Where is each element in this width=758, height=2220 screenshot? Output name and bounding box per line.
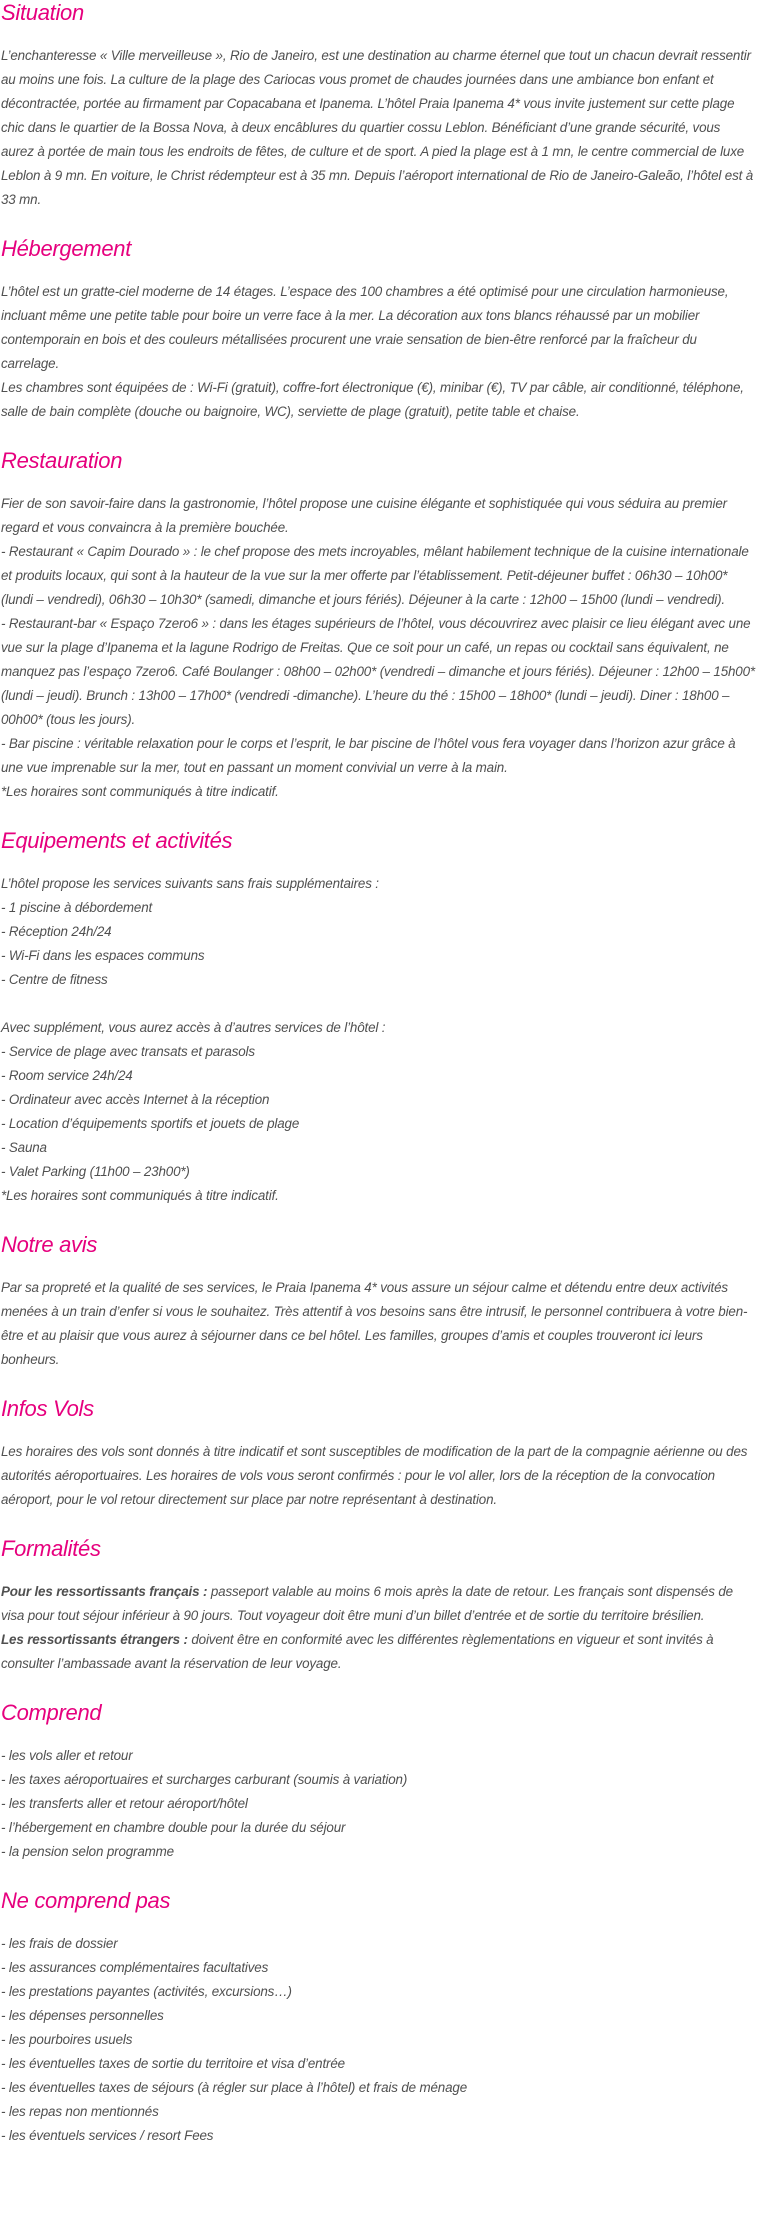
list-item: - 1 piscine à débordement (1, 900, 153, 915)
section-text: - Restaurant « Capim Dourado » : le chef propose des mets incroyables, mêlant habilement technique de la cuisine internationale et produits locaux, qui sont à la hauteur de la vue sur la mer offerte par l’établissement. Petit-déjeuner buffet : 06h30 – 10h00* (lundi – vendredi), 06h30 – 10h30* (samedi, dimanche et jours fériés). Déjeuner à la carte : 12h00 – 15h00 (lundi – vendredi). (1, 544, 749, 607)
section-title: Ne comprend pas (1, 1888, 171, 1913)
list-item: - les repas non mentionnés (1, 2104, 159, 2119)
list-item: - Sauna (1, 1140, 47, 1155)
section-note: *Les horaires sont communiqués à titre indicatif. (1, 1188, 279, 1203)
section-note: *Les horaires sont communiqués à titre indicatif. (1, 784, 279, 799)
list-item: - Room service 24h/24 (1, 1068, 133, 1083)
list-item: - Wi-Fi dans les espaces communs (1, 948, 205, 963)
list-item: - les vols aller et retour (1, 1748, 133, 1763)
free-services-list (1, 896, 756, 992)
not-included-list (1, 1932, 756, 2148)
section-text: Par sa propreté et la qualité de ses services, le Praia Ipanema 4* vous assure un séjour calme et détendu entre deux activités menées à un train d’enfer si vous le souhaitez. Très attentif à vos besoins sans être intrusif, le personnel contribuera à votre bien-être et au plaisir que vous aurez à séjourner dans ce bel hôtel. Les familles, groupes d’amis et couples trouveront ici leurs bonheurs. (1, 1280, 748, 1367)
list-item: - les assurances complémentaires facultatives (1, 1960, 269, 1975)
section-hebergement (1, 236, 756, 424)
section-situation (1, 0, 756, 212)
section-text: L’enchanteresse « Ville merveilleuse », Rio de Janeiro, est une destination au charme éternel que tout un chacun devrait ressentir au moins une fois. La culture de la plage des Cariocas vous promet de chaudes journées dans une ambiance bon enfant et décontractée, portée au firmament par Copacabana et Ipanema. L’hôtel Praia Ipanema 4* vous invite justement sur cette plage chic dans le quartier de la Bossa Nova, à deux encâblures du quartier cossu Leblon. Bénéficiant d’une grande sécurité, vous aurez à portée de main tous les endroits de fêtes, de culture et de sport. A pied la plage est à 1 mn, le centre commercial de luxe Leblon à 9 mn. En voiture, le Christ rédempteur est à 35 mn. Depuis l’aéroport international de Rio de Janeiro-Galeão, l’hôtel est à 33 mn. (1, 48, 754, 207)
list-item: - les éventuelles taxes de sortie du territoire et visa d’entrée (1, 2056, 345, 2071)
spacer (1, 992, 756, 1016)
section-comprend (1, 1700, 756, 1864)
list-item: - Ordinateur avec accès Internet à la réception (1, 1092, 270, 1107)
list-item: - les dépenses personnelles (1, 2008, 164, 2023)
section-title: Comprend (1, 1700, 102, 1725)
formalites-text-french: passeport valable au moins 6 mois après la date de retour. Les français sont dispensés de visa pour tout séjour inférieur à 90 jours. Tout voyageur doit être muni d’un billet d’entrée et de sortie du territoire brésilien. (1, 1584, 733, 1623)
list-item: - la pension selon programme (1, 1844, 174, 1859)
section-text: Fier de son savoir-faire dans la gastronomie, l’hôtel propose une cuisine élégante et sophistiquée qui vous séduira au premier regard et vous convaincra à la première bouchée. (1, 496, 727, 535)
list-item: - les pourboires usuels (1, 2032, 133, 2047)
section-notre-avis (1, 1232, 756, 1372)
section-title: Restauration (1, 448, 123, 473)
section-restauration (1, 448, 756, 804)
section-title: Hébergement (1, 236, 131, 261)
list-item: - les éventuelles taxes de séjours (à régler sur place à l’hôtel) et frais de ménage (1, 2080, 467, 2095)
section-title: Notre avis (1, 1232, 98, 1257)
section-text: Les chambres sont équipées de : Wi-Fi (gratuit), coffre-fort électronique (€), minibar (€), TV par câble, air conditionné, téléphone, salle de bain complète (douche ou baignoire, WC), serviette de plage (gratuit), petite table et chaise. (1, 380, 744, 419)
section-text: L’hôtel propose les services suivants sans frais supplémentaires : (1, 876, 379, 891)
list-item: - les éventuels services / resort Fees (1, 2128, 214, 2143)
section-text: - Bar piscine : véritable relaxation pour le corps et l’esprit, le bar piscine de l’hôtel vous fera voyager dans l’horizon azur grâce à une vue imprenable sur la mer, tout en passant un moment convivial un verre à la main. (1, 736, 736, 775)
formalites-text-foreign: doivent être en conformité avec les différentes règlementations en vigueur et sont invités à consulter l’ambassade avant la réservation de leur voyage. (1, 1632, 714, 1671)
list-item: - les prestations payantes (activités, excursions…) (1, 1984, 292, 1999)
section-title: Equipements et activités (1, 828, 233, 853)
section-text: L’hôtel est un gratte-ciel moderne de 14 étages. L’espace des 100 chambres a été optimisé pour une circulation harmonieuse, incluant même une petite table pour boire un verre face à la mer. La décoration aux tons blancs réhaussé par un mobilier contemporain en bois et des couleurs métallisées procurent une vraie sensation de bien-être renforcé par la fraîcheur du carrelage. (1, 284, 729, 371)
list-item: - les frais de dossier (1, 1936, 118, 1951)
section-infos-vols (1, 1396, 756, 1512)
section-text: - Restaurant-bar « Espaço 7zero6 » : dans les étages supérieurs de l’hôtel, vous découvrirez avec plaisir ce lieu élégant avec une vue sur la plage d’Ipanema et la lagune Rodrigo de Freitas. Que ce soit pour un café, un repas ou cocktail sans équivalent, ne manquez pas l’espaço 7zero6. Café Boulanger : 08h00 – 02h00* (vendredi – dimanche et jours fériés). Déjeuner : 12h00 – 15h00* (lundi – jeudi). Brunch : 13h00 – 17h00* (vendredi -dimanche). L’heure du thé : 15h00 – 18h00* (lundi – jeudi). Diner : 18h00 – 00h00* (tous les jours). (1, 616, 755, 727)
list-item: - Valet Parking (11h00 – 23h00*) (1, 1164, 190, 1179)
included-list (1, 1744, 756, 1864)
section-title: Situation (1, 0, 84, 25)
section-text (1, 1580, 756, 1628)
list-item: - Centre de fitness (1, 972, 108, 987)
section-equipements (1, 828, 756, 1208)
list-item: - les taxes aéroportuaires et surcharges carburant (soumis à variation) (1, 1772, 408, 1787)
section-title: Infos Vols (1, 1396, 94, 1421)
section-text: Avec supplément, vous aurez accès à d’autres services de l’hôtel : (1, 1020, 386, 1035)
section-ne-comprend-pas (1, 1888, 756, 2148)
paid-services-list (1, 1040, 756, 1184)
list-item: - l’hébergement en chambre double pour la durée du séjour (1, 1820, 346, 1835)
list-item: - les transferts aller et retour aéroport/hôtel (1, 1796, 248, 1811)
formalites-label-foreign: Les ressortissants étrangers : (1, 1632, 188, 1647)
section-text: Les horaires des vols sont donnés à titre indicatif et sont susceptibles de modification de la part de la compagnie aérienne ou des autorités aéroportuaires. Les horaires de vols vous seront confirmés : pour le vol aller, lors de la réception de la convocation aéroport, pour le vol retour directement sur place par notre représentant à destination. (1, 1444, 748, 1507)
section-text (1, 1628, 756, 1676)
list-item: - Service de plage avec transats et parasols (1, 1044, 255, 1059)
section-title: Formalités (1, 1536, 101, 1561)
formalites-label-french: Pour les ressortissants français : (1, 1584, 208, 1599)
section-formalites (1, 1536, 756, 1676)
list-item: - Réception 24h/24 (1, 924, 112, 939)
list-item: - Location d’équipements sportifs et jouets de plage (1, 1116, 300, 1131)
